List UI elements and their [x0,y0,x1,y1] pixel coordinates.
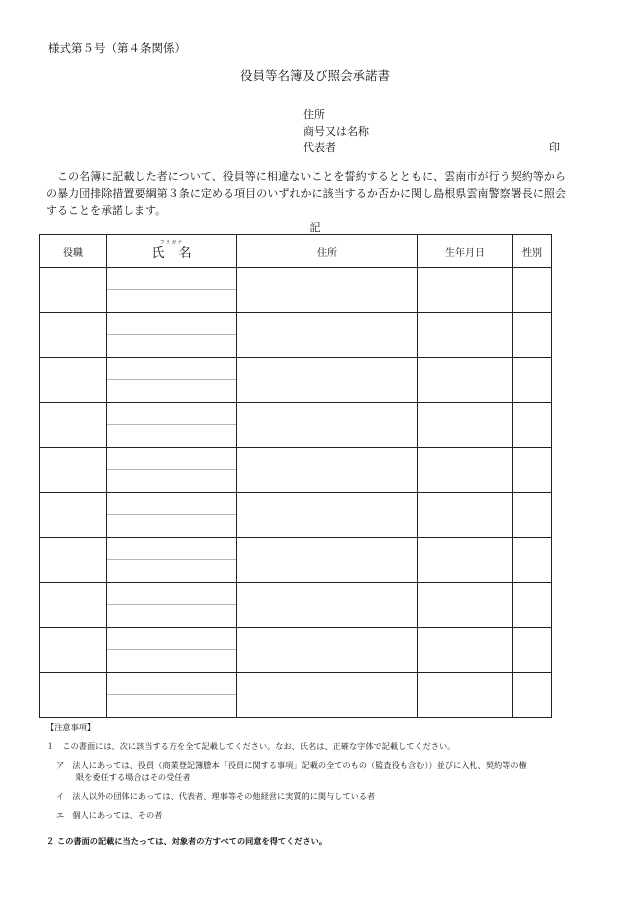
furigana-divider [107,514,236,515]
gender-cell[interactable] [513,628,552,673]
birthdate-cell[interactable] [418,313,513,358]
table-row [40,493,552,538]
furigana-divider [107,334,236,335]
notes-section [46,721,596,847]
name-cell[interactable] [107,313,237,358]
furigana-divider [107,559,236,560]
birthdate-cell[interactable] [418,268,513,313]
header-gender: 性別 [513,235,552,268]
furigana-divider [107,604,236,605]
birthdate-cell[interactable] [418,628,513,673]
position-cell[interactable] [40,448,107,493]
officer-roster-table [39,234,552,718]
table-row [40,313,552,358]
table-row [40,583,552,628]
notes-heading: 【注意事項】 [46,722,96,732]
applicant-representative-label: 代表者 [303,141,336,154]
gender-cell[interactable] [513,358,552,403]
gender-cell[interactable] [513,493,552,538]
header-position: 役職 [40,235,107,268]
furigana-divider [107,694,236,695]
address-cell[interactable] [237,538,418,583]
note-sub-i: イ 法人以外の団体にあっては、代表者、理事等その他経営に実質的に関与している者 [56,791,376,801]
name-cell[interactable] [107,358,237,403]
note-sub-e: エ 個人にあっては、その者 [56,810,163,820]
birthdate-cell[interactable] [418,403,513,448]
form-number: 様式第５号（第４条関係） [48,41,186,55]
position-cell[interactable] [40,628,107,673]
ki-label: 記 [309,221,321,234]
note-sub-a-line2: 限を委任する場合はその受任者 [76,772,191,782]
furigana-divider [107,649,236,650]
header-name-label: 氏名 [151,245,206,261]
address-cell[interactable] [237,493,418,538]
table-row [40,403,552,448]
address-cell[interactable] [237,313,418,358]
position-cell[interactable] [40,583,107,628]
table-row [40,448,552,493]
name-cell[interactable] [107,403,237,448]
name-cell[interactable] [107,628,237,673]
header-birthdate: 生年月日 [418,235,513,268]
position-cell[interactable] [40,403,107,448]
name-cell[interactable] [107,448,237,493]
gender-cell[interactable] [513,448,552,493]
gender-cell[interactable] [513,268,552,313]
note-item-1: １ この書面には、次に該当する方を全て記載してください。なお、氏名は、正確な字体で記載してください。 [46,741,456,751]
birthdate-cell[interactable] [418,358,513,403]
birthdate-cell[interactable] [418,673,513,718]
header-address: 住所 [237,235,418,268]
furigana-divider [107,469,236,470]
name-cell[interactable] [107,583,237,628]
table-row [40,268,552,313]
header-name-ruby: フリガナ [159,240,184,246]
birthdate-cell[interactable] [418,538,513,583]
gender-cell[interactable] [513,313,552,358]
address-cell[interactable] [237,583,418,628]
note-sub-a-line1: ア 法人にあっては、役員（商業登記簿謄本「役員に関する事項」記載の全てのもの（監査役も含む））並びに入札、契約等の権 [56,760,527,770]
pledge-paragraph: この名簿に記載した者について、役員等に相違ないことを誓約するとともに、雲南市が行う契約等からの暴力団排除措置要綱第３条に定める項目のいずれかに該当するか否かに関し島根県雲南警察署長に照会することを承諾します。 [46,170,566,217]
name-cell[interactable] [107,538,237,583]
note-item-2: ２ この書面の記載に当たっては、対象者の方すべての同意を得てください。 [46,836,328,846]
address-cell[interactable] [237,448,418,493]
table-row [40,538,552,583]
name-cell[interactable] [107,493,237,538]
seal-mark: 印 [549,141,560,154]
table-row [40,628,552,673]
roster-body [40,268,552,718]
applicant-address-label: 住所 [303,108,325,121]
address-cell[interactable] [237,268,418,313]
table-header-row [40,235,552,268]
header-name [107,235,237,268]
gender-cell[interactable] [513,673,552,718]
address-cell[interactable] [237,628,418,673]
furigana-divider [107,424,236,425]
position-cell[interactable] [40,313,107,358]
name-cell[interactable] [107,268,237,313]
address-cell[interactable] [237,673,418,718]
birthdate-cell[interactable] [418,583,513,628]
table-row [40,673,552,718]
birthdate-cell[interactable] [418,493,513,538]
address-cell[interactable] [237,358,418,403]
applicant-trade-name-label: 商号又は名称 [303,124,369,138]
address-cell[interactable] [237,403,418,448]
position-cell[interactable] [40,358,107,403]
birthdate-cell[interactable] [418,448,513,493]
position-cell[interactable] [40,538,107,583]
position-cell[interactable] [40,493,107,538]
gender-cell[interactable] [513,583,552,628]
applicant-representative-row [303,140,565,157]
gender-cell[interactable] [513,403,552,448]
position-cell[interactable] [40,268,107,313]
note-sub-a [46,759,596,783]
table-row [40,358,552,403]
furigana-divider [107,379,236,380]
position-cell[interactable] [40,673,107,718]
gender-cell[interactable] [513,538,552,583]
furigana-divider [107,289,236,290]
document-title: 役員等名簿及び照会承諾書 [239,68,390,83]
name-cell[interactable] [107,673,237,718]
applicant-block [303,107,565,157]
